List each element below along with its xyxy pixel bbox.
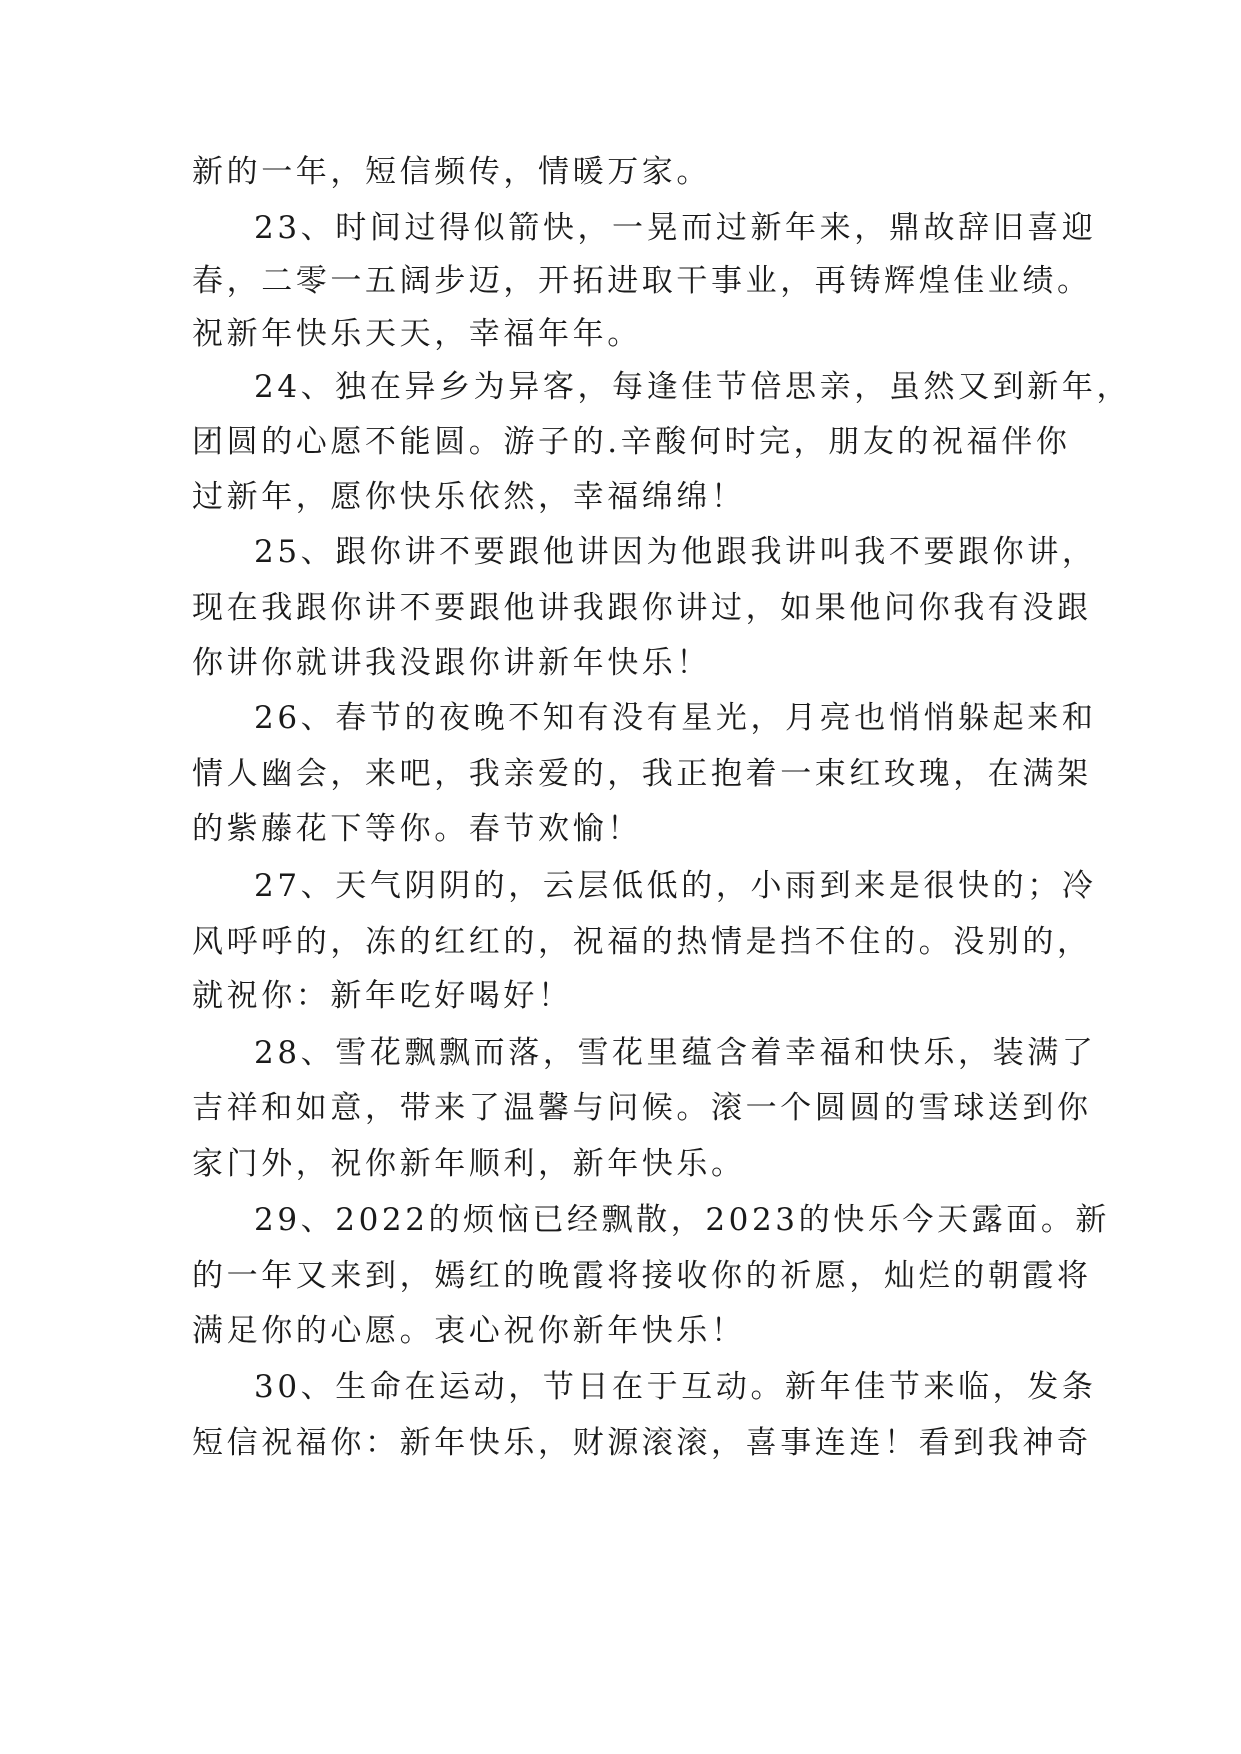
text-line: 就祝你：新年吃好喝好！ (192, 978, 573, 1014)
text-line: 短信祝福你：新年快乐，财源滚滚，喜事连连！看到我神奇 (192, 1425, 1092, 1461)
text-line: 风呼呼的，冻的红红的，祝福的热情是挡不住的。没别的， (192, 924, 1092, 960)
text-line: 吉祥和如意，带来了温馨与问候。滚一个圆圆的雪球送到你 (192, 1090, 1092, 1126)
text-line: 25、跟你讲不要跟他讲因为他跟我讲叫我不要跟你讲， (254, 534, 1097, 570)
text-line: 过新年，愿你快乐依然，幸福绵绵！ (192, 479, 746, 515)
text-line: 29、2022的烦恼已经飘散，2023的快乐今天露面。新 (254, 1202, 1111, 1238)
text-line: 情人幽会，来吧，我亲爱的，我正抱着一束红玫瑰，在满架 (192, 756, 1092, 792)
text-line: 26、春节的夜晚不知有没有星光，月亮也悄悄躲起来和 (254, 700, 1097, 736)
text-line: 28、雪花飘飘而落，雪花里蕴含着幸福和快乐，装满了 (254, 1035, 1097, 1071)
text-line: 家门外，祝你新年顺利，新年快乐。 (192, 1146, 746, 1182)
text-line: 你讲你就讲我没跟你讲新年快乐！ (192, 645, 711, 681)
text-line: 30、生命在运动，节日在于互动。新年佳节来临，发条 (254, 1369, 1097, 1405)
text-line: 祝新年快乐天天，幸福年年。 (192, 316, 642, 352)
text-line: 23、时间过得似箭快，一晃而过新年来，鼎故辞旧喜迎 (254, 210, 1097, 246)
text-line: 团圆的心愿不能圆。游子的.辛酸何时完，朋友的祝福伴你 (192, 424, 1071, 460)
text-line: 现在我跟你讲不要跟他讲我跟你讲过，如果他问你我有没跟 (192, 590, 1092, 626)
text-line: 新的一年，短信频传，情暖万家。 (192, 154, 711, 190)
text-line: 的紫藤花下等你。春节欢愉！ (192, 811, 642, 847)
text-line: 春，二零一五阔步迈，开拓进取干事业，再铸辉煌佳业绩。 (192, 263, 1092, 299)
text-line: 27、天气阴阴的，云层低低的，小雨到来是很快的；冷 (254, 868, 1097, 904)
text-line: 满足你的心愿。衷心祝你新年快乐！ (192, 1313, 746, 1349)
text-line: 的一年又来到，嫣红的晚霞将接收你的祈愿，灿烂的朝霞将 (192, 1258, 1092, 1294)
text-line: 24、独在异乡为异客，每逢佳节倍思亲，虽然又到新年， (254, 369, 1132, 405)
